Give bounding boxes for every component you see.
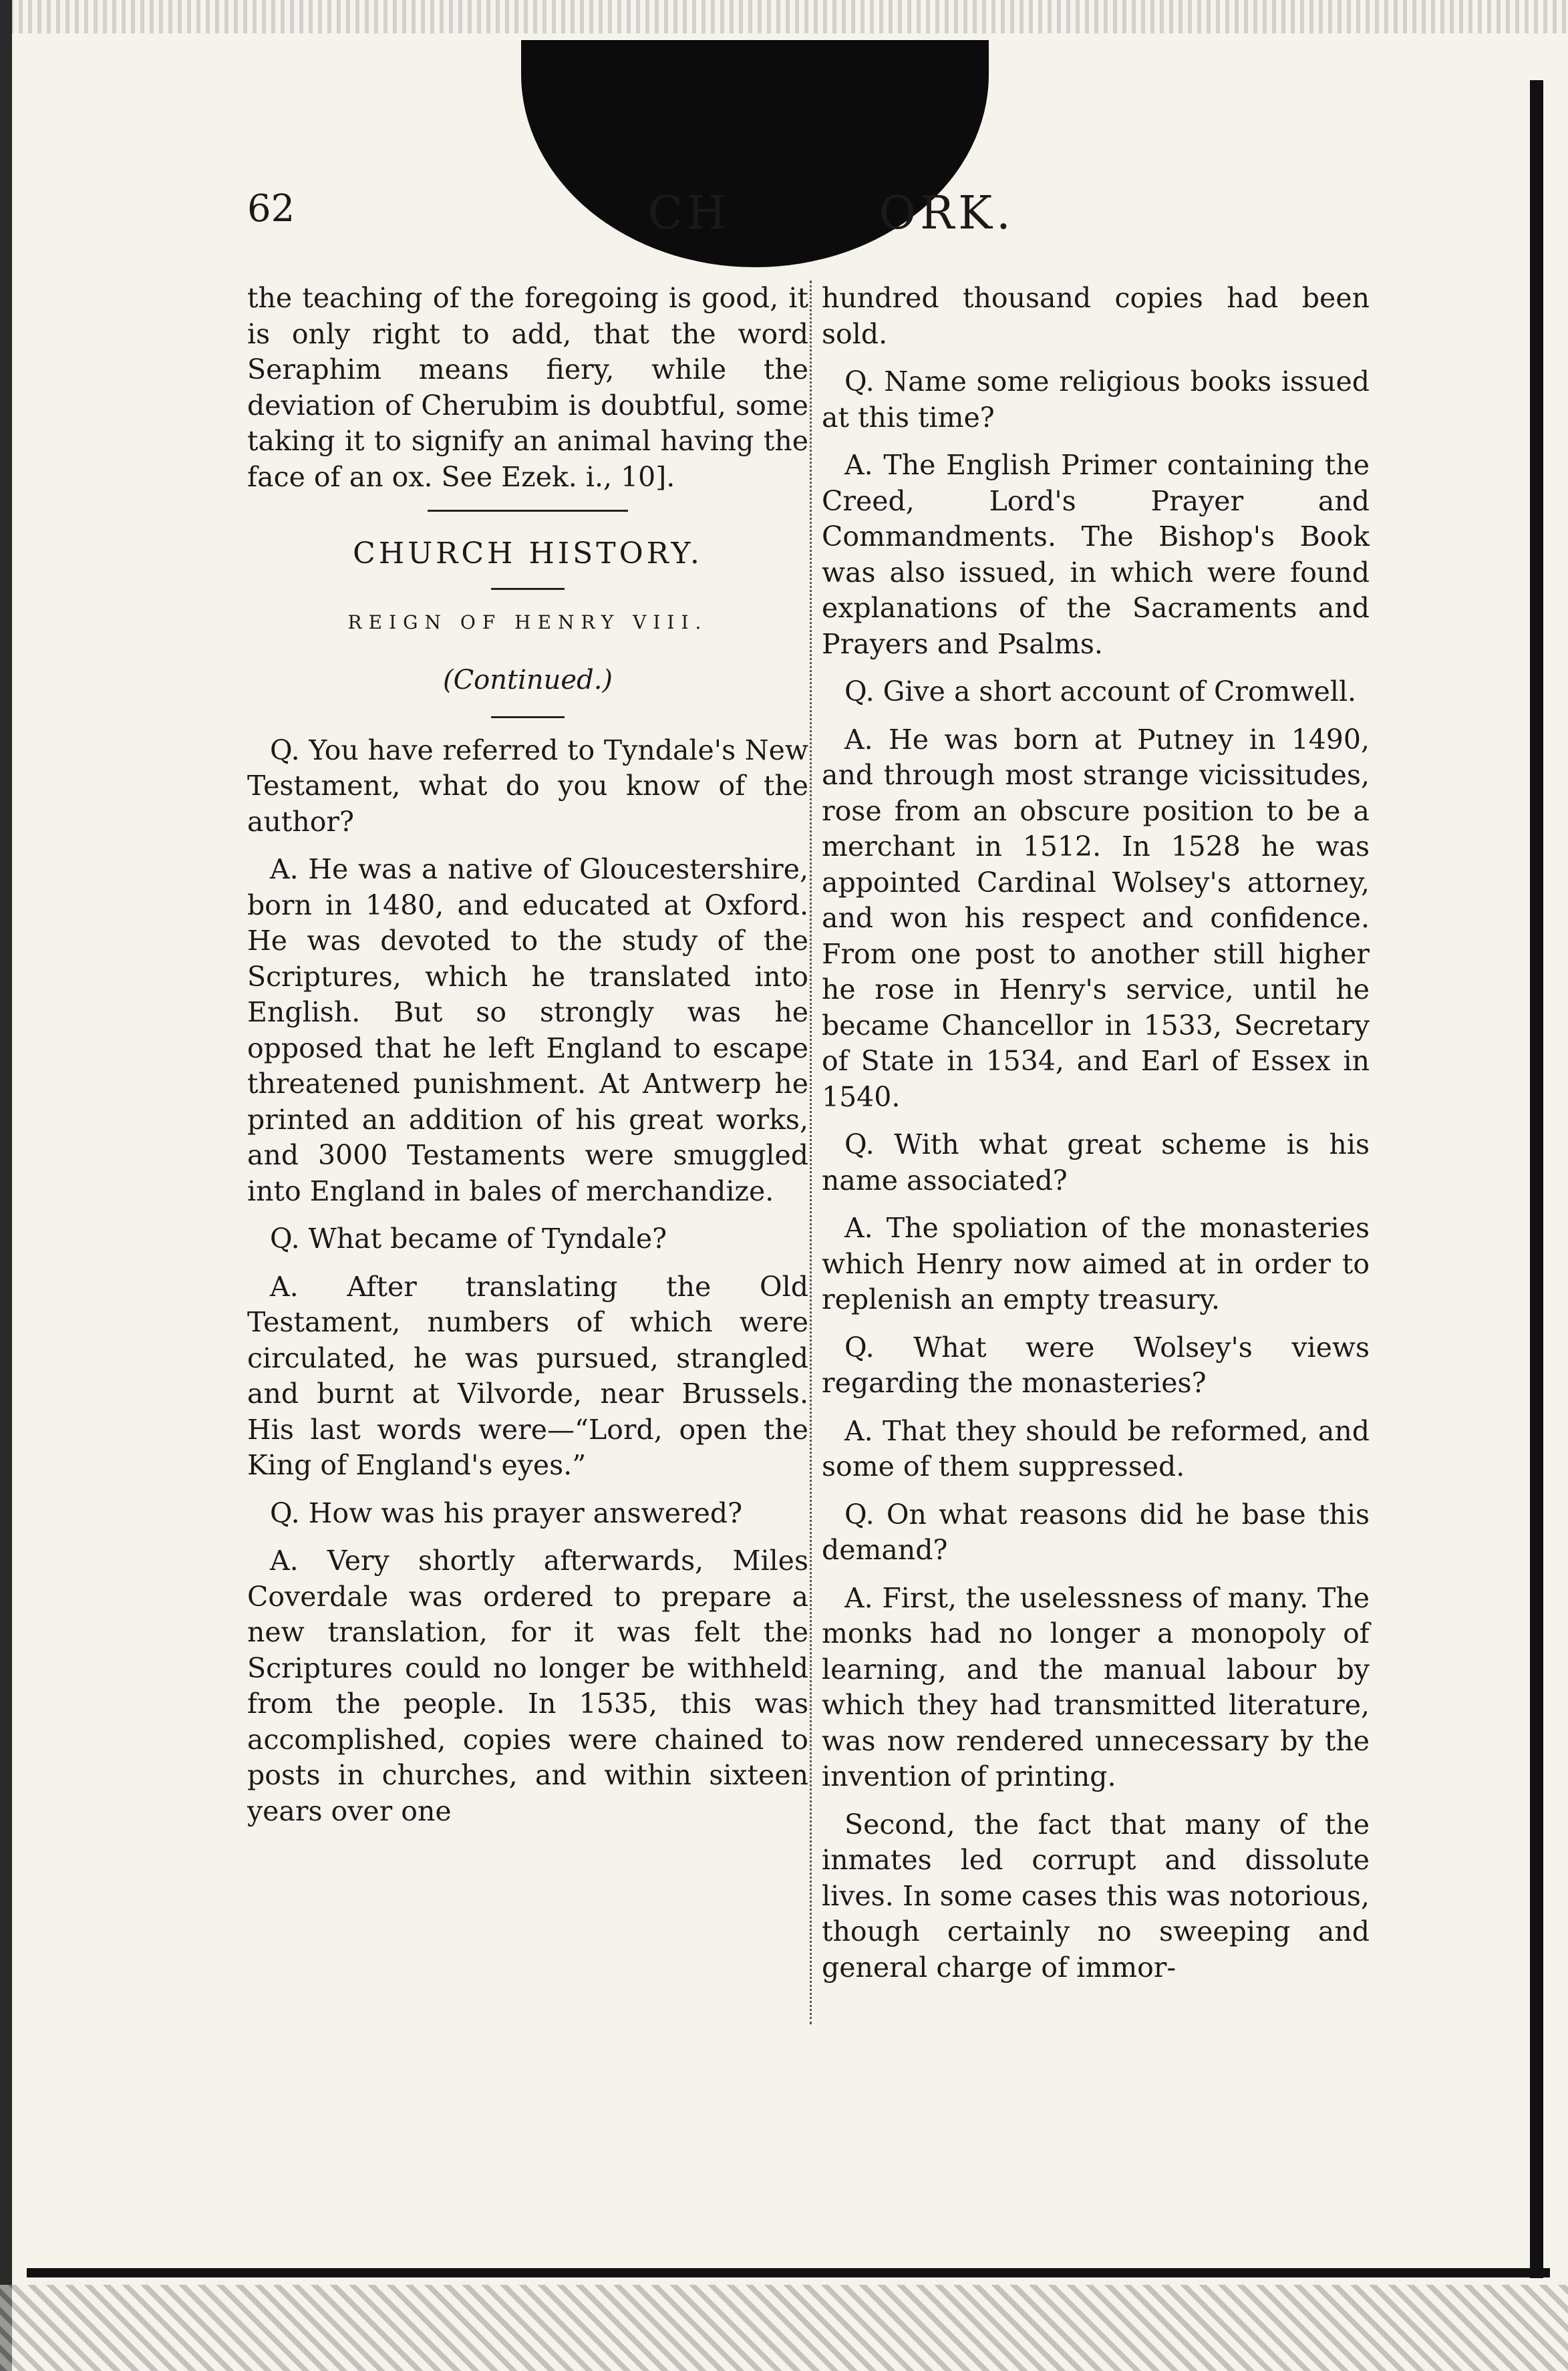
continued-rule <box>491 716 565 718</box>
left-binding-edge <box>0 0 12 2371</box>
paragraph: A. The spoliation of the monasteries which Henry now aimed at in order to replenish an empty treasury. <box>822 1212 1370 1315</box>
paragraph: Q. What became of Tyndale? <box>270 1223 667 1255</box>
bottom-page-border <box>27 2268 1550 2277</box>
paragraph: Q. With what great scheme is his name associated? <box>822 1128 1370 1197</box>
paragraph: A. He was born at Putney in 1490, and through most strange vicissitudes, rose from an obscure position to be a merchant in 1512. In 1528 he was appointed Cardinal Wolsey's attorney, and won his respect and confidence. From one post to another still higher he rose in Henry's service, until he became Chancellor in 1533, Secretary of State in 1534, and Earl of Essex in 1540. <box>822 723 1370 1113</box>
running-title: CH ORK. <box>648 187 1015 240</box>
right-intro-paragraph: hundred thousand copies had been sold. <box>822 282 1370 350</box>
page-number: 62 <box>247 187 295 230</box>
paragraph: A. The English Primer containing the Creed, Lord's Prayer and Commandments. The Bishop's Book was also issued, in which were found explanations of the Sacraments and Prayers and Psalms. <box>822 449 1370 660</box>
paragraph: A. Very shortly afterwards, Miles Coverdale was ordered to prepare a new translation, for it was felt the Scriptures could no longer be withheld from the people. In 1535, this was accomplished, copies were chained to posts in churches, and within sixteen years over one <box>247 1545 808 1827</box>
page-header <box>247 187 1383 261</box>
paragraph: Q. How was his prayer answered? <box>270 1496 743 1529</box>
paragraph: A. First, the uselessness of many. The monks had no longer a monopoly of learning, and the manual labour by which they had transmitted literature, was now rendered unnecessary by the invention of printing. <box>822 1581 1370 1792</box>
left-intro-paragraph: the teaching of the foregoing is good, it is only right to add, that the word Seraphim means fiery, while the deviation of Cherubim is doubtful, some taking it to signify an animal having the face of an ox. See Ezek. i., 10]. <box>247 282 808 493</box>
paragraph: Second, the fact that many of the inmates led corrupt and dissolute lives. In some cases this was notorious, though certainly no sweeping and general charge of immor- <box>822 1808 1370 1984</box>
section-rule-short <box>491 588 565 590</box>
right-page-border <box>1530 80 1543 2278</box>
paragraph: Q. Give a short account of Cromwell. <box>844 675 1357 707</box>
column-divider <box>810 281 812 2024</box>
continued-note: (Continued.) <box>442 665 613 695</box>
section-title: CHURCH HISTORY. <box>353 536 703 571</box>
section-subtitle: REIGN OF HENRY VIII. <box>347 611 708 633</box>
paragraph: Q. What were Wolsey's views regarding the monasteries? <box>822 1331 1370 1399</box>
paragraph: Q. You have referred to Tyndale's New Testament, what do you know of the author? <box>247 734 808 838</box>
paragraph: Q. Name some religious books issued at this time? <box>822 365 1370 434</box>
paragraph: A. That they should be reformed, and some of them suppressed. <box>822 1414 1370 1482</box>
paragraph: Q. On what reasons did he base this demand? <box>822 1498 1370 1566</box>
scan-noise-bottom <box>0 2285 1568 2371</box>
paragraph: A. He was a native of Gloucestershire, born in 1480, and educated at Oxford. He was devoted to the study of the Scriptures, which he translated into English. But so strongly was he opposed that he left England to escape threatened punishment. At Antwerp he printed an addition of his great works, and 3000 Testaments were smuggled into England in bales of merchandize. <box>247 853 808 1207</box>
section-rule <box>428 510 628 512</box>
right-column <box>822 281 1370 1998</box>
scan-noise-top <box>0 0 1568 33</box>
left-column <box>247 281 808 1841</box>
paragraph: A. After translating the Old Testament, numbers of which were circulated, he was pursued, strangled and burnt at Vilvorde, near Brussels. His last words were—“Lord, open the King of England's eyes.” <box>247 1270 808 1481</box>
